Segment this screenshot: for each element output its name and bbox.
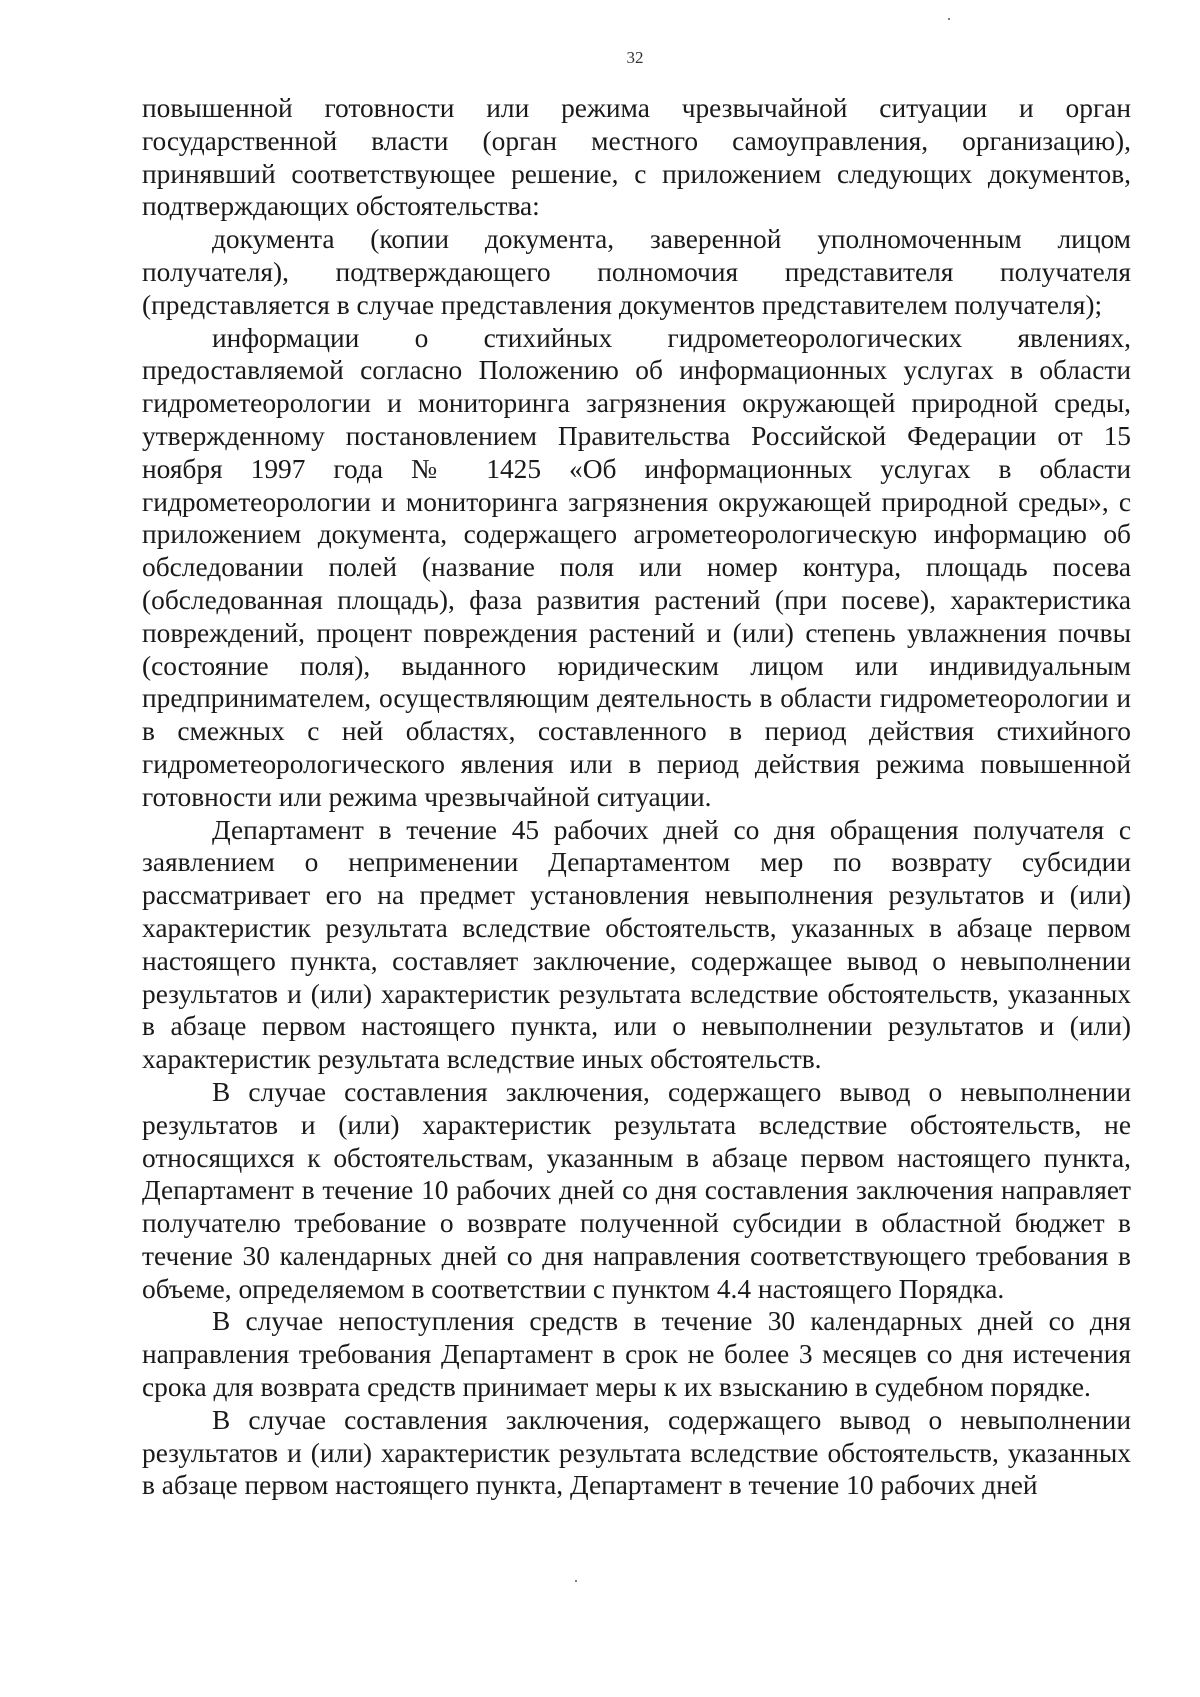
- paragraph-continuation: повышенной готовности или режима чрезвычайной ситуации и орган государственной власти (орган местного самоуправления, организацию), принявший соответствующее решение, с приложением следующих документов, подтверждающих обстоятельства:: [142, 93, 1131, 222]
- paragraph-hydromet-info: информации о стихийных гидрометеорологических явлениях, предоставляемой согласно Положению об информационных услугах в области гидрометеорологии и мониторинга загрязнения окружающей природной среды, утвержденному постановлением Правительства Российской Федерации от 15 ноября 1997 года № 1425 «Об информационных услугах в области гидрометеорологии и мониторинга загрязнения окружающей природной среды», с приложением документа, содержащего агрометеорологическую информацию об обследовании полей (название поля или номер контура, площадь посева (обследованная площадь), фаза развития растений (при посеве), характеристика повреждений, процент повреждения растений и (или) степень увлажнения почвы (состояние поля), выданного юридическим лицом или индивидуальным предпринимателем, осуществляющим деятельность в области гидрометеорологии и в смежных с ней областях, составленного в период действия стихийного гидрометеорологического явления или в период действия режима повышенной готовности или режима чрезвычайной ситуации.: [142, 322, 1131, 812]
- page-number: 32: [626, 48, 644, 67]
- document-body: [142, 92, 1131, 1502]
- paragraph-refund-demand: В случае составления заключения, содержащего вывод о невыполнении результатов и (или) характеристик результата вследствие обстоятельств, не относящихся к обстоятельствам, указанным в абзаце первом настоящего пункта, Департамент в течение 10 рабочих дней со дня составления заключения направляет получателю требование о возврате полученной субсидии в областной бюджет в течение 30 календарных дней со дня направления соответствующего требования в объеме, определяемом в соответствии с пунктом 4.4 настоящего Порядка.: [142, 1076, 1131, 1304]
- paragraph-conclusion-justified: В случае составления заключения, содержащего вывод о невыполнении результатов и (или) характеристик результата вследствие обстоятельств, указанных в абзаце первом настоящего пункта, Департамент в течение 10 рабочих дней: [142, 1404, 1131, 1501]
- scan-speck: [575, 1580, 577, 1582]
- paragraph-court-recovery: В случае непоступления средств в течение 30 календарных дней со дня направления требования Департамент в срок не более 3 месяцев со дня истечения срока для возврата средств принимает меры к их взысканию в судебном порядке.: [142, 1306, 1131, 1403]
- paragraph-document-copy: документа (копии документа, заверенной уполномоченным лицом получателя), подтверждающего полномочия представителя получателя (представляется в случае представления документов представителем получателя);: [142, 224, 1131, 320]
- paragraph-department-review: Департамент в течение 45 рабочих дней со дня обращения получателя с заявлением о неприменении Департаментом мер по возврату субсидии рассматривает его на предмет установления невыполнения результатов и (или) характеристик результата вследствие обстоятельств, указанных в абзаце первом настоящего пункта, составляет заключение, содержащее вывод о невыполнении результатов и (или) характеристик результата вследствие обстоятельств, указанных в абзаце первом настоящего пункта, или о невыполнении результатов и (или) характеристик результата вследствие иных обстоятельств.: [142, 814, 1131, 1075]
- scan-speck: [948, 18, 950, 20]
